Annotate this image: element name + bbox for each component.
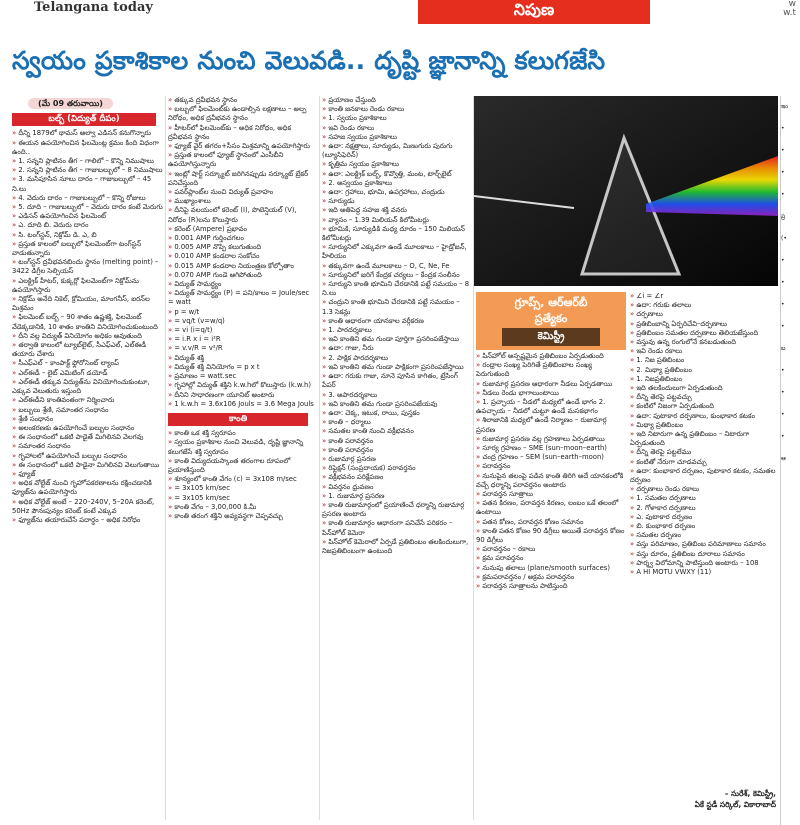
text-line: » ఇవి రెండు రకాలు (322, 124, 472, 133)
text-line: » వస్తు దూరం, ప్రతిబింబ దూరాలు సమానం (630, 550, 776, 559)
column-2-text (168, 96, 316, 409)
text-line: » ఇది తలకిందులుగా ఏర్పడుతుంది (630, 384, 776, 393)
text-line: » మిథ్యా ప్రతిబింబం (630, 421, 776, 430)
text-line: » ఇది అతిపెద్ద సహజ శక్తి వనరు (322, 206, 472, 215)
text-line: » ప్రతిబింబం సమతల దర్పణాలు తెలియజేస్తుంది (630, 329, 776, 338)
text-line: » ఇవి కాంతిని తమ గుండా పాక్షికంగా ప్రసరింపజేస్తాయి (322, 363, 472, 372)
author-signature (630, 788, 776, 810)
text-line: » తక్కువగా ఉండే మూలకాలు – O, C, Ne, Fe (322, 262, 472, 271)
column-rule (319, 96, 320, 820)
adjacent-article-strip (780, 96, 800, 825)
text-line: » కాంతి – ధర్మాలు (322, 418, 472, 427)
date-pill: (మే 09 తరువాయి) (28, 98, 113, 109)
text-line: » ఉదా: ఎలక్ట్రిక్ బల్బ్, కొవ్వొత్తి, మంట, టార్చ్‌లైట్ (322, 170, 472, 179)
text-line: » కాంతి జనకాలు రెండు రకాలు (322, 105, 472, 114)
sidebar-line: ప్ర (781, 213, 786, 220)
text-line: » వ్యాసం – 1.39 మిలియన్ కిలోమీటర్లు (322, 216, 472, 225)
text-line: » 0.010 AMP కండరాల సంకోచం (168, 252, 316, 261)
banner-line-1: గ్రూప్స్, ఆర్ఆర్‌బీ (514, 296, 588, 309)
text-line: » 1. సమతల దర్పణాలు (630, 494, 776, 503)
section-logo-text: నిపుణ (513, 0, 555, 19)
text-line: » ఉదా: కుంభాకార దర్పణం, పుటాకార కటకం, సమతల దర్పణం (630, 467, 776, 485)
column-5-text (630, 292, 776, 577)
text-line: » ఇవి కాంతిని తమ గుండా ప్రసరింపజేయవు (322, 400, 472, 409)
text-line: » రుజుమార్గ ప్రసరణ (322, 455, 472, 464)
sidebar-line: ఇం (781, 103, 789, 110)
text-line: » ఉదా: గరుకు గాజు, నూనె పూసిన కాగితం, ట్రేసింగ్ పేపర్ (322, 372, 472, 390)
text-line: » దీని వల్ల విద్యుత్ వినియోగం అధికం అవుతుంది (12, 332, 164, 341)
text-line: » = 3x105 km/sec (168, 484, 316, 493)
web-address: w w.t (783, 0, 796, 18)
text-line: » నీడలు రెండు భాగాలుంటాయి (476, 389, 626, 398)
column-4-text (476, 352, 626, 591)
text-line: » టంగ్‌స్టన్ ద్రవీభవనబిందు స్థానం (melting point) – 3422 డిగ్రీల సెల్సియస్ (12, 258, 164, 276)
text-line: » విద్యుత్ శక్తి వినియోగం = p x t (168, 363, 316, 372)
text-line: » శూన్యంలో కాంతి వేగం (c) = 3x108 m/sec (168, 475, 316, 484)
text-line: » ఫిలమెంట్ బల్బ్ – 90 శాతం ఉష్ణశక్తి, ఫిలమెంట్ వేడెక్కడానికి, 10 శాతం కాంతిని వినియోగించుకుంటుంది (12, 313, 164, 331)
groups-rrb-banner (476, 292, 626, 350)
text-line: » A HI MOTU VWXY (11) (630, 568, 776, 577)
text-line: » గృహాలలో ఉపయోగించే బల్బుల సంధానం (12, 452, 164, 461)
sidebar-line: ఆ (781, 455, 786, 462)
text-line: » సి. టంగ్‌స్టన్, నిక్రోమ్ డి. ఎ, బి (12, 231, 164, 240)
text-line: » తర్వాతి కాలంలో ట్యూబ్‌లైట్, సీఎఫ్ఎల్, ఎల్ఈడీ తయారు చేశారు (12, 341, 164, 359)
text-line: » సూర్యునిలో జరిగే కేంద్రక చర్యలు – కేంద్రక సంలీనం (322, 271, 472, 280)
text-line: » ప్రమాణం = watt.sec (168, 372, 316, 381)
text-line: » సమతల దర్పణం (630, 531, 776, 540)
text-line: » కృత్రిమ స్వయం ప్రకాశికాలు (322, 160, 472, 169)
text-line: » అధిక వోల్టేజ్ అంటే – 220–240V, 5–20A కరెంట్, 50Hz పౌనఃపున్యం కరెంట్ కంటే ఎక్కువ (12, 498, 164, 516)
text-line: » 2. మిథ్యా ప్రతిబింబం (630, 366, 776, 375)
text-line: » ఈ సంధానంలో ఒకటి పాడైనా మిగిలినవి వెలుగుతాయి (12, 461, 164, 470)
text-line: » 3. మసిపూసిన నూలు దారం – గాజుబల్బులో – 45 ని.లు (12, 175, 164, 193)
text-line: » కాంతి పరావర్తనం (322, 437, 472, 446)
text-line: » సూర్యుని కాంతి భూమిని చేరడానికి పట్టే సమయం – 8 ని.లు (322, 280, 472, 298)
text-line: » వస్తువు ఉన్న రంగులోనే కనబడుతుంది (630, 338, 776, 347)
text-line: » సమతల కాంతి నుంచి వక్రీభవనం (322, 427, 472, 436)
sidebar-line: • (781, 389, 785, 396)
text-line: » ఫ్యూజ్ వైర్ తగరం+సీసం మిశ్రమాన్ని ఉపయోగిస్తారు (168, 142, 316, 151)
signature-place: ఏకే స్టడీ సర్కిల్, వికారాబాద్ (694, 800, 776, 809)
text-line: » ఎడిసన్ ఉపయోగించిన ఫిలమెంట్ (12, 212, 164, 221)
text-line: » ఎల్ఈడీని కాంతివంతంగా నిర్మించారు (12, 396, 164, 405)
text-line: » ఎ. పుటాకార దర్పణం (630, 513, 776, 522)
text-line: » ఉదా: గ్రహాలు, భూమి, ఉపగ్రహాలు, చంద్రుడు (322, 188, 472, 197)
text-line: » ఇది నిటారుగా ఉన్న ప్రతిబింబం – నిటారుగా ఏర్పడుతుంది (630, 430, 776, 448)
text-line: » రంధ్రాల సంఖ్య పెరిగితే ప్రతిబింబాల సంఖ్య పెరుగుతుంది (476, 361, 626, 379)
banner-line-2: ప్రత్యేకం (534, 312, 568, 325)
text-line: » పిన్‌హోల్ కెమెరాలో ఏర్పడే ప్రతిబింబం తలకిందులుగా, నిజప్రతిబింబంగా ఉంటుంది (322, 538, 472, 556)
text-line: » సూర్యునిలో ఎక్కువగా ఉండే మూలకాలు – హైడ్రోజన్, హీలియం (322, 243, 472, 261)
column-1-text (12, 129, 164, 525)
text-line: » ∠i = ∠r (630, 292, 776, 301)
text-line: » 1. నిజప్రతిబింబం (630, 375, 776, 384)
text-line: » దర్పణాలు రెండు రకాలు (630, 485, 776, 494)
text-line: » 4. వెదురు దారం – గాజుబల్బులో – కొన్ని రోజులు (12, 194, 164, 203)
text-line: » పిన్‌హోల్ అస్పష్టమైన ప్రతిబింబం ఏర్పడుతుంది (476, 352, 626, 361)
text-line: » 0.001 AMP గుర్తించగలం (168, 234, 316, 243)
text-line: » 0.005 AMP నొప్పి కలుగుతుంది (168, 243, 316, 252)
text-line: » ఎల్ఈడీ తక్కువ విద్యుత్‌ను వినియోగించుకుంటూ, ఎక్కువ వెలుతురు ఇస్తుంది (12, 378, 164, 396)
text-line: » రుజుమార్గ ప్రసరణ వల్ల గ్రహణాలు ఏర్పడతాయి (476, 435, 626, 444)
text-line: » 1. నిజ ప్రతిబింబం (630, 356, 776, 365)
text-line: » రుజుమార్గ ప్రసరణ ఆధారంగా నీడలు ఏర్పడతాయి (476, 380, 626, 389)
section-bar: బల్బ్ (విద్యుత్ దీపం) (12, 113, 156, 126)
column-rule (165, 96, 166, 820)
text-line: » ఫ్యూజ్‌ను తయారుచేసే పదార్థం – అధిక నిరోధం (12, 516, 164, 525)
text-line: » కంటిలో నిజంగా ఏర్పడుతుంది (630, 402, 776, 411)
text-line: » క్రమపరావర్తనం / అక్రమ పరావర్తనం (476, 573, 626, 582)
text-line: » 3. అపారదర్శకాలు (322, 391, 472, 400)
column-3-text (322, 96, 472, 556)
text-line: » ఫ్యూజ్ (12, 470, 164, 479)
masthead (0, 0, 800, 28)
sidebar-line: బ (781, 345, 786, 352)
text-line: » విద్యుత్ శక్తి (168, 354, 316, 363)
text-line: » దీన్ని తెరపై పట్టవచ్చు (630, 393, 776, 402)
text-line: » p = w/t (168, 308, 316, 317)
sidebar-line: • (781, 147, 785, 154)
sidebar-line: • (781, 169, 785, 176)
text-line: » దీన్ని తెరపై పట్టలేము (630, 448, 776, 457)
prism-illustration (474, 96, 778, 286)
text-line: » 1. స్వయం ప్రకాశికాలు (322, 114, 472, 123)
column-2 (168, 96, 316, 822)
text-line: » ఎ. దూది బి. వెదురు దారం (12, 221, 164, 230)
text-line: » ఉదా: చెక్క, ఇటుక, రాయి, పుస్తకం (322, 409, 472, 418)
kanti-text (168, 429, 316, 521)
text-line: » క్రమ పరావర్తనం (476, 554, 626, 563)
text-line: » హీటర్‌లో ఫిలమెంట్‌కు – అధిక నిరోధం, అధిక ద్రవీభవన స్థానం (168, 124, 316, 142)
text-line: » పరావర్తన సూత్రాలను పాటిస్తుంది (476, 582, 626, 591)
sidebar-line: • (781, 367, 785, 374)
sidebar-line: • (781, 191, 785, 198)
text-line: » 0.070 AMP గుండె ఆగిపోతుంది (168, 271, 316, 280)
text-line: » భూమికి, సూర్యుడికి మధ్య దూరం – 150 మిలియన్ కిలోమీటర్లు (322, 225, 472, 243)
text-line: » సూర్యుడు (322, 197, 472, 206)
text-line: » సహజ స్వయం ప్రకాశికాలు (322, 133, 472, 142)
text-line: » = vq/t (v=w/q) (168, 317, 316, 326)
headline-text: స్వయం ప్రకాశికాల నుంచి వెలువడి.. దృష్టి జ్ఞానాన్ని కలుగజేసి (12, 46, 606, 75)
text-line: » 1. పారదర్శకాలు (322, 326, 472, 335)
text-line: » 1. సన్నని ప్లాటినం తీగ – గాలిలో – కొన్ని నిముషాలు (12, 157, 164, 166)
column-5 (630, 292, 776, 822)
chemistry-label: కెమిస్ట్రీ (502, 328, 600, 346)
text-line: » సూర్య గ్రహణం – SME (sun–moon–earth) (476, 444, 626, 453)
text-line: » = 3x105 km/sec (168, 494, 316, 503)
text-line: » ప్రతిబింబాన్ని ఏర్పరిచేవి–దర్పణాలు (630, 320, 776, 329)
text-line: » కాంతి విద్యుదయస్కాంత తరంగాల రూపంలో ప్రయాణిస్తుంది (168, 457, 316, 475)
text-line: » కాంతి పతన కోణం 90 డిగ్రీలు అయితే పరావర్తన కోణం 90 డిగ్రీలు (476, 527, 626, 545)
text-line: » నిక్రోమ్ అనేది నికెల్, క్రోమియం, మాంగనీస్, ఐరన్‌ల మిశ్రమం (12, 295, 164, 313)
text-line: » = vi (i=q/t) (168, 326, 316, 335)
text-line: » 0.015 AMP కండరాల నియంత్రణ కోల్పోతాం (168, 262, 316, 271)
text-line: » గృహాల్లో విద్యుత్ శక్తిని k.w.hలో కొలుస్తారు (k.w.h) (168, 381, 316, 390)
text-line: » విద్యుత్ సామర్థ్యం (P) = పని/కాలం = Joule/sec = watt (168, 289, 316, 307)
text-line: » 2. గోళాకార దర్పణాలు (630, 504, 776, 513)
text-line: » పతన కోణం, పరావర్తన కోణం సమానం (476, 518, 626, 527)
text-line: » స్వయం ప్రకాశికాల నుంచి వెలువడి, దృష్టి జ్ఞానాన్ని కలుగజేసే శక్తి స్వరూపం (168, 438, 316, 456)
sidebar-line: • (781, 257, 785, 264)
text-line: » ప్రస్తుత కాలంలో ఫ్యూజ్ స్థానంలో ఎంసీబీని ఉపయోగిస్తున్నారు (168, 151, 316, 169)
text-line: » ఇవి రెండు రకాలు (630, 347, 776, 356)
sidebar-line: • (781, 279, 785, 286)
sidebar-line: (• (781, 235, 787, 242)
text-line: » దీనిని సాధారణంగా యూనిట్ అంటారు (168, 391, 316, 400)
text-line: » దీనిపై వలయంలో కరెంట్ (I), పొటెన్షియల్ (V), నిరోధం (R)లను కొలుస్తారు (168, 206, 316, 224)
text-line: » కాంతి పరావర్తనం (322, 446, 472, 455)
text-line: » కాంతి వేగం – 3,00,000 కి.మీ (168, 503, 316, 512)
text-line: » ఎలక్ట్రిక్ హీటర్, కుక్కర్లో ఫిలమెంట్‌గా నిక్రోమ్‌ను ఉపయోగిస్తారు (12, 277, 164, 295)
text-line: » 1. రుజుమార్గ ప్రసరణ (322, 492, 472, 501)
text-line: » పరావర్తనం – రకాలు (476, 545, 626, 554)
sidebar-line: • (781, 323, 785, 330)
text-line: » అధిక వోల్టేజ్ నుంచి గృహోపకరణాలను రక్షించడానికి ఫ్యూజ్‌ను ఉపయోగిస్తారు (12, 479, 164, 497)
text-line: » కాంతి రుజుమార్గం ఆధారంగా పనిచేసే పరికరం – పిన్‌హోల్ కెమెరా (322, 519, 472, 537)
text-line: » బల్బులు శ్రేణి, సమాంతర సంధానం (12, 406, 164, 415)
text-line: » విద్యుత్ సామర్థ్యం (168, 280, 316, 289)
text-line: » వక్రీభవనం పరిక్షేపణం (322, 473, 472, 482)
text-line: » శిలాజానికి మధ్యలో ఉండే నిర్మాణం – రుజుమార్గ ప్రసరణ (476, 416, 626, 434)
text-line: » కాంతి ఆధారంగా యానకాల వర్గీకరణ (322, 317, 472, 326)
text-line: » 5. దూది – గాజుబల్బులో – వెదురు దారం కంటే మెరుగు (12, 203, 164, 212)
text-line: » శ్రేణి సంధానం (12, 415, 164, 424)
text-line: » ఈయన ఉపయోగించిన ఫిలమెంట్ల క్రమం కింది విధంగా ఉంది.. (12, 139, 164, 157)
text-line: » ఈ సంధానంలో ఒకటి పాడైతే మిగిలినవి వెలగవు (12, 433, 164, 442)
text-line: » దీన్ని 1879లో థామస్ ఆల్వా ఎడిసన్ కనుగొన్నారు (12, 129, 164, 138)
prism-photo (474, 96, 778, 286)
text-line: » ఉదా: పుటాకార దర్పణాలు, కుంభాకార కటకం (630, 412, 776, 421)
text-line: » ఉదా: నక్షత్రాలు, సూర్యుడు, మిణుగురు పురుగు (ల్యూసిఫెరిన్) (322, 142, 472, 160)
text-line: » ఉదా: గరుకు తలాలు (630, 301, 776, 310)
column-4 (476, 352, 626, 822)
adjacent-article-text (781, 96, 800, 470)
text-line: » తక్కువ ద్రవీభవన స్థానం (168, 96, 316, 105)
text-line: » కరెంట్ (Ampere) ప్రభావం (168, 225, 316, 234)
text-line: » రిఫ్లెక్షన్ (సంప్రదాయక) పరావర్తనం (322, 464, 472, 473)
column-3 (322, 96, 472, 822)
kanti-section-bar: కాంతి (168, 413, 308, 426)
text-line: » ఉదా: గాజు, నీరు (322, 344, 472, 353)
text-line: » సమాంతర సంధానం (12, 442, 164, 451)
text-line: » 1 k.w.h = 3.6x106 Jouls = 3.6 Mega Jouls (168, 400, 316, 409)
text-line: » ఇవి కాంతిని తమ గుండా పూర్తిగా ప్రసరింపజేస్తాయి (322, 335, 472, 344)
sidebar-line: • (781, 411, 785, 418)
sidebar-line: • (781, 301, 785, 308)
text-line: » నునుపైన తలంపై పడిన కాంతి తిరిగి అదే యానకంలోకి వచ్చే ధర్మాన్ని పరావర్తనం అంటారు (476, 472, 626, 490)
text-line: » పరావర్తనం (476, 462, 626, 471)
text-line: » పరావర్తన సూత్రాలు (476, 490, 626, 499)
brand-name: Telangana today (34, 0, 153, 15)
text-line: » చంద్రుని కాంతి భూమిని చేరడానికి పట్టే సమయం – 1.3 సెకన్లు (322, 298, 472, 316)
text-line: » బల్బులో ఫిలమెంట్‌కు ఉండాల్సిన లక్షణాలు – అల్ప నిరోధం, అధిక ద్రవీభవన స్థానం (168, 105, 316, 123)
text-line: » 2. సన్నని ప్లాటినం తీగ – గాజుబల్బులో – 8 నిముషాలు (12, 166, 164, 175)
text-line: » 1. ప్రచ్ఛాయ – నీడలో మధ్యలో ఉండే భాగం 2. ఉపచ్ఛాయ – నీడలో చుట్టూ ఉండే మసకభాగం (476, 398, 626, 416)
text-line: » దర్పణాలు (630, 310, 776, 319)
text-line: » వివర్తనం ధ్రువణం (322, 483, 472, 492)
sidebar-line: • (781, 125, 785, 132)
text-line: » ముఖ్యాంశాలు (168, 197, 316, 206)
text-line: » ప్రస్తుత కాలంలో బల్బులో ఫిలమెంట్‌గా టంగ్‌స్టన్ వాడుతున్నారు (12, 240, 164, 258)
text-line: » వస్తు పరిమాణం, ప్రతిబింబ పరిమాణాలు సమానం (630, 540, 776, 549)
text-line: » పతన కిరణం, పరావర్తన కిరణం, లంబం ఒకే తలంలో ఉంటాయి (476, 499, 626, 517)
text-line: » ఇంట్లో షార్ట్ సర్క్యూట్ జరిగినప్పుడు సర్క్యూట్ బ్రేకర్ పనిచేస్తుంది (168, 170, 316, 188)
column-1 (12, 96, 164, 822)
sidebar-line: • (781, 433, 785, 440)
text-line: » పవర్‌ప్లాంట్‌ల నుంచి విద్యుత్ ప్రవాహం (168, 188, 316, 197)
text-line: » కంటితో నేరుగా చూడవచ్చు (630, 458, 776, 467)
text-line: » 2. పాక్షిక పారదర్శకాలు (322, 354, 472, 363)
text-line: » చంద్ర గ్రహణం – SEM (sun–earth–moon) (476, 453, 626, 462)
text-line: » ప్రయాణం చేస్తుంది (322, 96, 472, 105)
text-line: » అలంకరణకు ఉపయోగించే బల్బుల సంధానం (12, 424, 164, 433)
text-line: » కాంతి ఒక శక్తి స్వరూపం (168, 429, 316, 438)
text-line: » = v.v/R = v²/R (168, 344, 316, 353)
signature-name: – సురేశ్, కెమిస్ట్రీ, (724, 789, 776, 798)
text-line: » బి. కుంభాకార దర్పణం (630, 522, 776, 531)
section-logo (418, 0, 650, 24)
text-line: » కాంతి రుజుమార్గంలో ప్రయాణించే ధర్మాన్ని రుజుమార్గ ప్రసరణ అంటారు (322, 501, 472, 519)
text-line: » సీఎఫ్ఎల్ – కాంపాక్ట్ ఫ్లోరోసెంట్ ల్యాంప్ (12, 359, 164, 368)
text-line: » ఎల్ఈడీ – లైట్ ఎమిటింగ్ డయోడ్ (12, 369, 164, 378)
text-line: » = i.R x i = i²R (168, 335, 316, 344)
text-line: » కాంతి తరంగ శక్తిని అవ్యవస్థగా చెప్పవచ్చు (168, 512, 316, 521)
text-line: » 2. అస్వయం ప్రకాశికాలు (322, 179, 472, 188)
text-line: » నునుపు తలాలు (plane/smooth surfaces) (476, 564, 626, 573)
text-line: » పార్శ్వ విలోమాన్ని పాటిస్తుంది అంటారు – 108 (630, 559, 776, 568)
headline (0, 26, 770, 96)
